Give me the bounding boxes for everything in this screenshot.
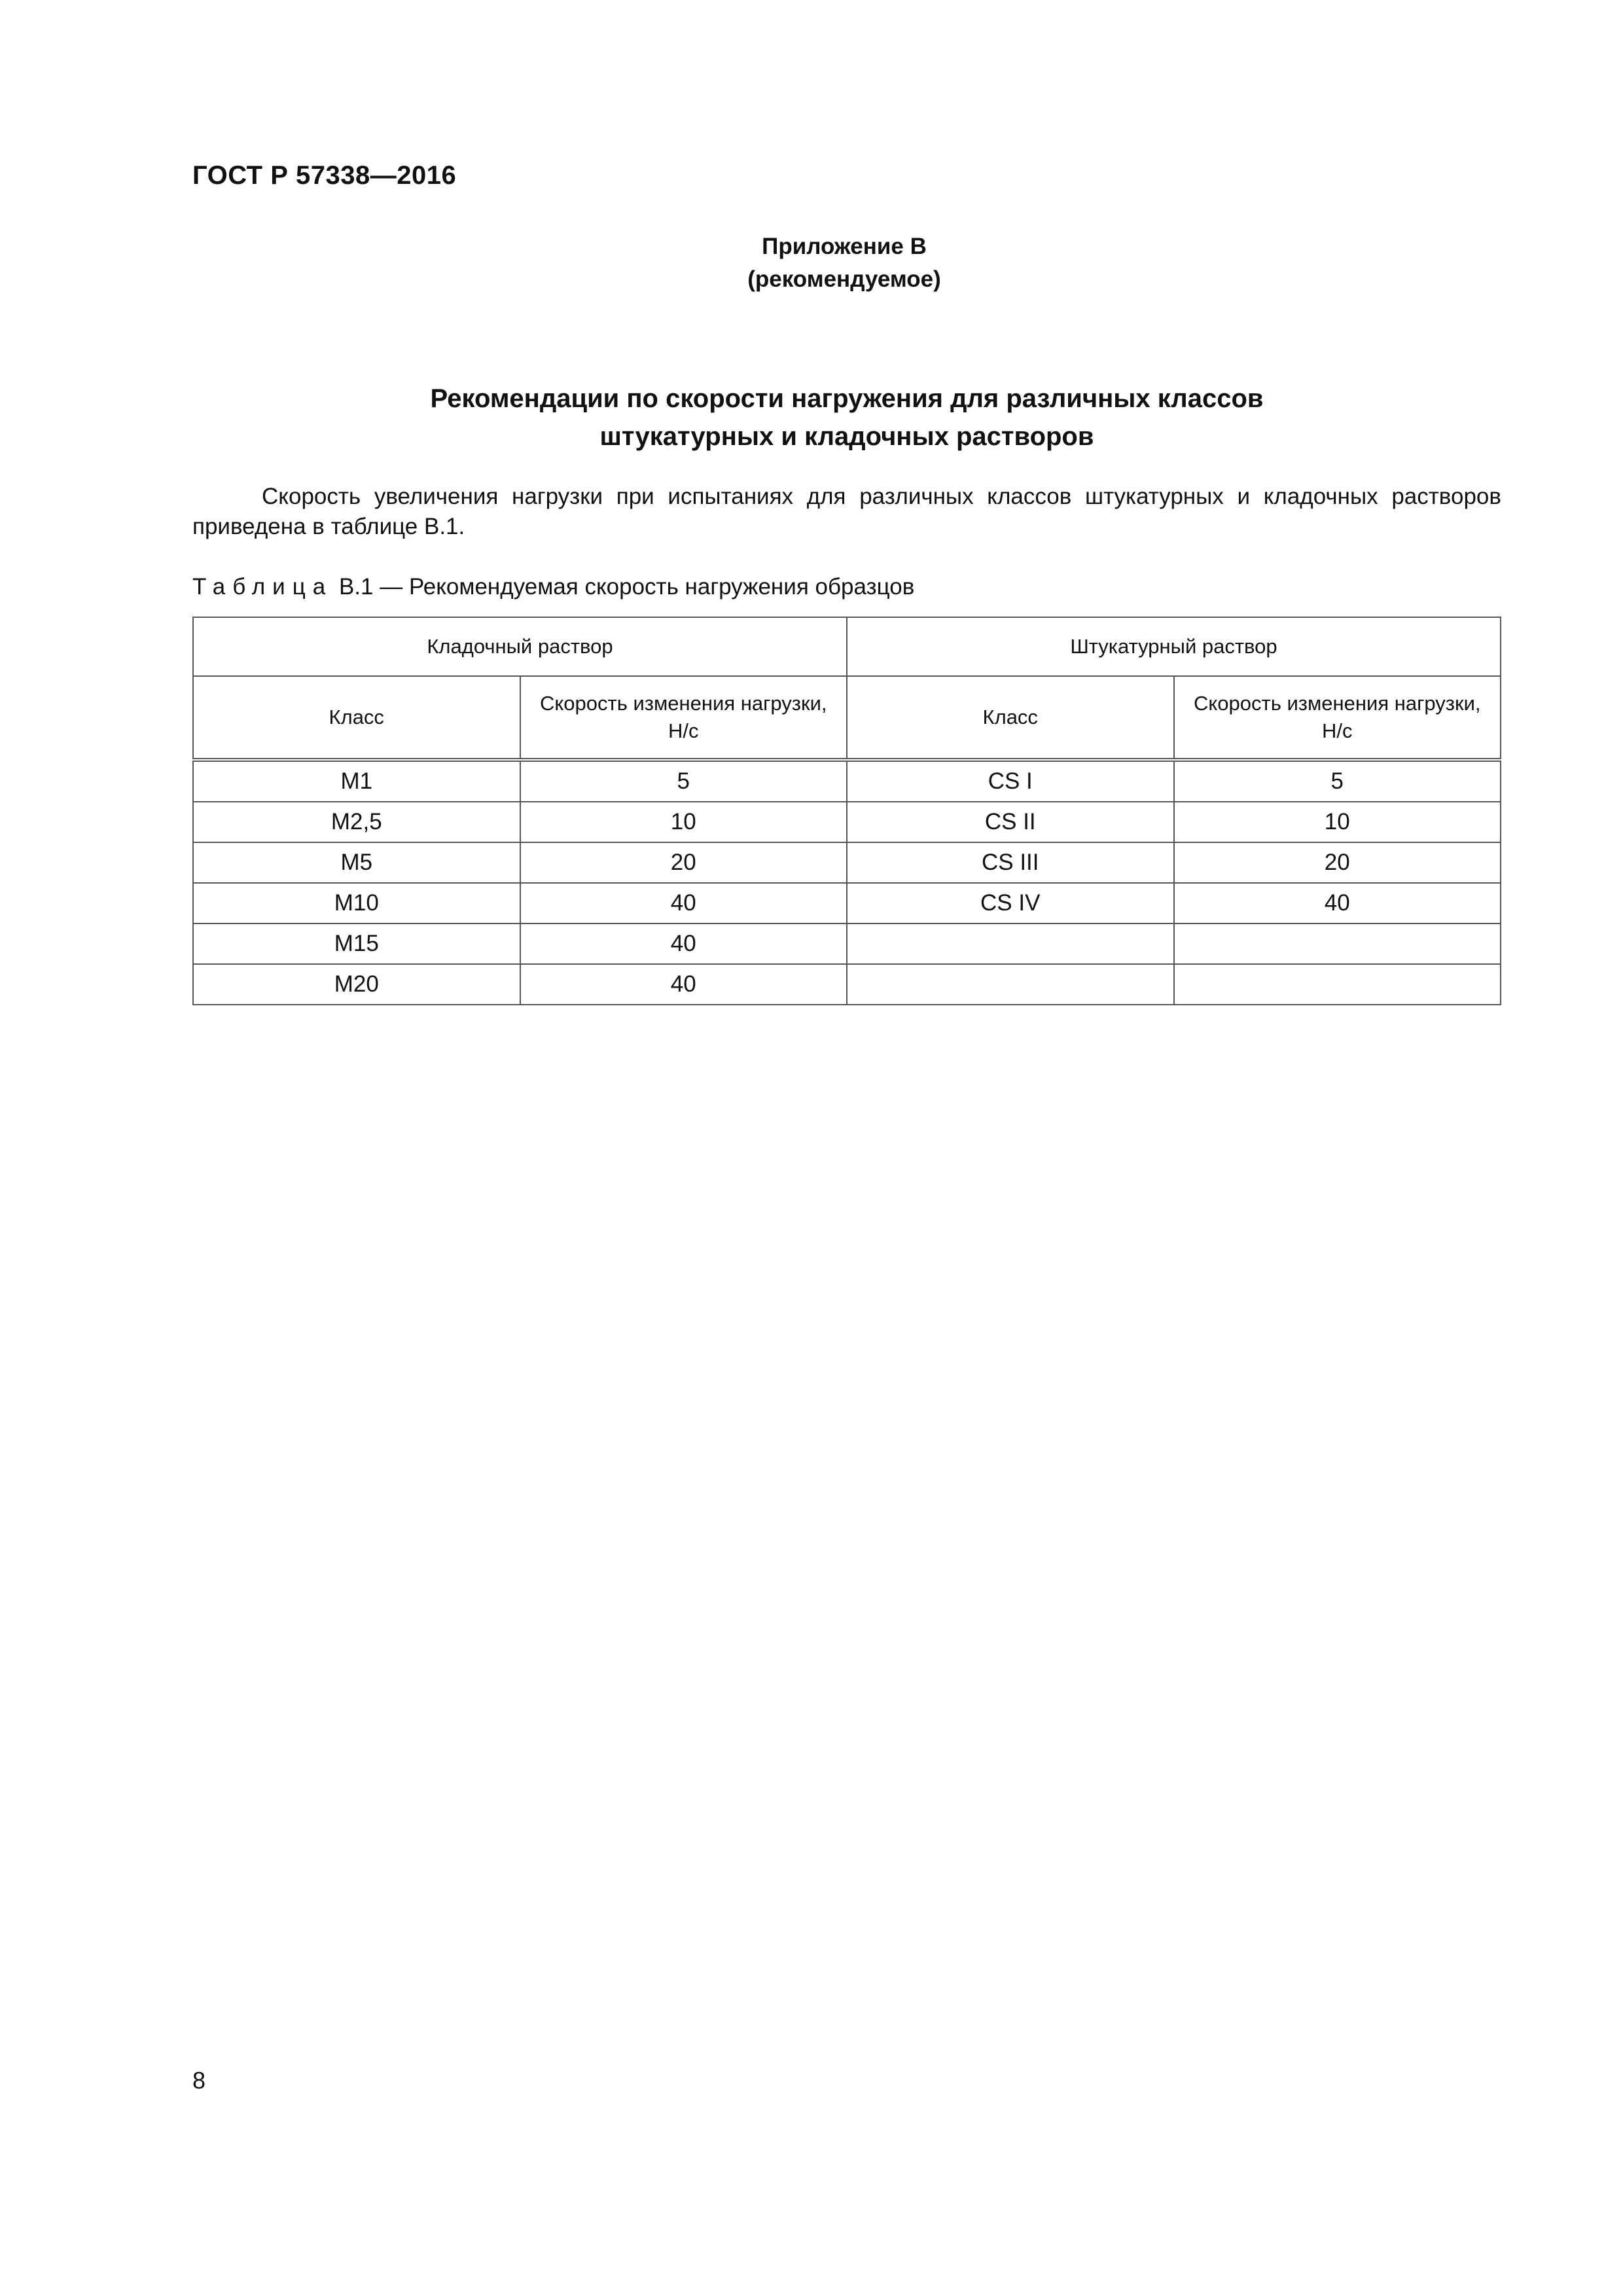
table-row (193, 842, 1501, 883)
appendix-subtitle: (рекомендуемое) (747, 266, 941, 292)
appendix-heading (0, 230, 1623, 296)
plaster-rate-cell (1174, 924, 1501, 964)
load-rate-table (192, 617, 1501, 1005)
masonry-class-cell: М5 (193, 842, 520, 883)
plaster-class-cell (847, 964, 1174, 1005)
section-title (192, 380, 1501, 456)
masonry-class-cell: М20 (193, 964, 520, 1005)
masonry-rate-cell: 40 (520, 924, 847, 964)
plaster-rate-cell: 10 (1174, 802, 1501, 842)
masonry-class-cell: М10 (193, 883, 520, 924)
table-row (193, 760, 1501, 802)
header-masonry-load-rate: Скорость изменения нагрузки, Н/с (520, 676, 847, 760)
masonry-class-cell: М1 (193, 760, 520, 802)
plaster-rate-cell (1174, 964, 1501, 1005)
plaster-class-cell: CS III (847, 842, 1174, 883)
table-caption-label: Таблица (192, 574, 333, 600)
plaster-class-cell: CS II (847, 802, 1174, 842)
plaster-class-cell: CS IV (847, 883, 1174, 924)
masonry-class-cell: М15 (193, 924, 520, 964)
table-caption (192, 572, 914, 602)
header-masonry-class: Класс (193, 676, 520, 760)
header-plaster-mortar: Штукатурный раствор (847, 617, 1501, 676)
table-row (193, 964, 1501, 1005)
table-row (193, 924, 1501, 964)
table-caption-text: В.1 — Рекомендуемая скорость нагружения образцов (332, 574, 915, 600)
page-number: 8 (192, 2067, 206, 2094)
plaster-rate-cell: 40 (1174, 883, 1501, 924)
masonry-rate-cell: 10 (520, 802, 847, 842)
table-group-header-row (193, 617, 1501, 676)
section-title-line-2: штукатурных и кладочных растворов (599, 422, 1094, 451)
body-paragraph: Скорость увеличения нагрузки при испытаниях для различных классов штукатурных и кладочных растворов приведена в таблице В.1. (192, 484, 1501, 539)
document-code: ГОСТ Р 57338—2016 (192, 161, 457, 190)
plaster-class-cell (847, 924, 1174, 964)
header-plaster-load-rate: Скорость изменения нагрузки, Н/с (1174, 676, 1501, 760)
table-row (193, 883, 1501, 924)
section-title-line-1: Рекомендации по скорости нагружения для различных классов (430, 384, 1264, 413)
masonry-rate-cell: 5 (520, 760, 847, 802)
plaster-rate-cell: 5 (1174, 760, 1501, 802)
table-column-header-row (193, 676, 1501, 760)
plaster-class-cell: CS I (847, 760, 1174, 802)
table-row (193, 802, 1501, 842)
masonry-rate-cell: 40 (520, 883, 847, 924)
header-plaster-class: Класс (847, 676, 1174, 760)
plaster-rate-cell: 20 (1174, 842, 1501, 883)
masonry-rate-cell: 20 (520, 842, 847, 883)
appendix-title: Приложение В (762, 234, 927, 259)
masonry-rate-cell: 40 (520, 964, 847, 1005)
header-masonry-mortar: Кладочный раствор (193, 617, 847, 676)
masonry-class-cell: М2,5 (193, 802, 520, 842)
